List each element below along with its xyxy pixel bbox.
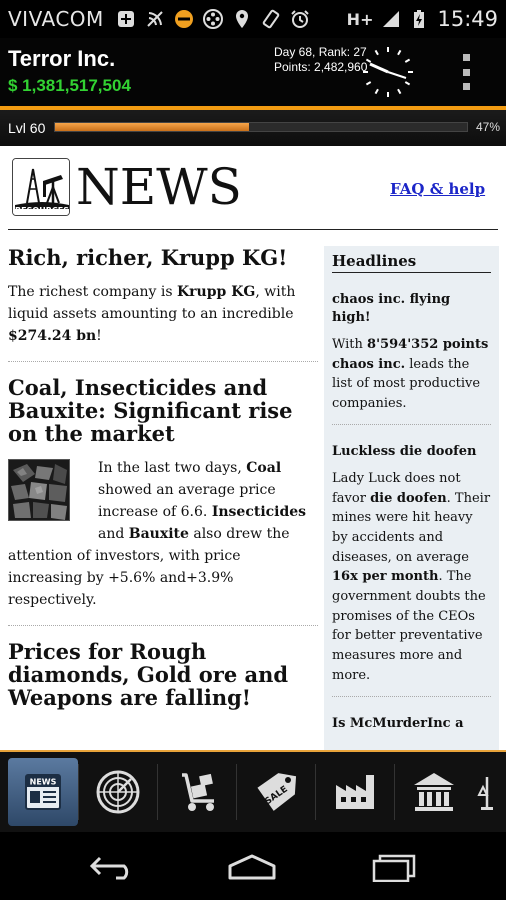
headline-item (332, 291, 491, 425)
recent-apps-icon (368, 852, 420, 882)
logo-text: RESOURCES (15, 206, 69, 215)
hand-truck-icon (172, 767, 222, 817)
news-page (0, 146, 506, 750)
sale-tag-icon (251, 767, 301, 817)
company-name: Terror Inc. (8, 46, 116, 71)
status-time: 15:49 (437, 7, 498, 31)
status-icons (116, 9, 310, 29)
headline-text: leads the list of most productive companies. (332, 356, 481, 412)
article-item (8, 640, 318, 709)
article-bold-text: Krupp KG (177, 284, 256, 300)
home-button[interactable] (222, 850, 282, 884)
article-bold-text: Coal (246, 460, 282, 476)
headline-body (332, 469, 491, 686)
factory-tab-button[interactable] (316, 756, 394, 828)
day-rank: Day 68, Rank: 27 (274, 45, 367, 59)
masthead (8, 154, 498, 230)
article-bold-text: $274.24 bn (8, 328, 97, 344)
faq-help-link[interactable]: FAQ & help (390, 180, 486, 198)
headline-bold-text: 16x per month (332, 569, 439, 585)
nfc-signal-icon (145, 9, 165, 29)
sale-tab-button[interactable] (237, 756, 315, 828)
article-text: , with liquid assets amounting to an incredible (8, 284, 296, 322)
location-pin-icon (232, 9, 252, 29)
article-item (8, 246, 318, 347)
game-header (0, 38, 506, 106)
film-reel-icon (203, 9, 223, 29)
factory-icon (330, 767, 380, 817)
level-label: Lvl 60 (8, 120, 46, 136)
back-arrow-icon (86, 852, 138, 882)
headline-title: chaos inc. flying high! (332, 292, 451, 325)
bank-icon (409, 767, 459, 817)
headline-text: . Their mines were hit heavy by accidents and diseases, on average (332, 490, 491, 565)
status-right (347, 7, 498, 31)
bank-tab-button[interactable] (395, 756, 473, 828)
company-money: $ 1,381,517,504 (8, 76, 131, 95)
radar-icon (93, 767, 143, 817)
back-button[interactable] (82, 850, 142, 884)
headline-divider (332, 424, 491, 425)
network-type: H+ (346, 9, 374, 29)
main-column (8, 246, 318, 721)
plus-notification-icon (116, 9, 136, 29)
article-item (8, 376, 318, 611)
more-tab-button[interactable] (473, 756, 493, 828)
do-not-disturb-icon (174, 9, 194, 29)
battery-charging-icon (409, 9, 429, 29)
page-title: NEWS (76, 158, 242, 216)
headline-body (332, 335, 491, 414)
article-headline: Coal, Insecticides and Bauxite: Significant rise on the market (8, 375, 293, 446)
headline-item (332, 715, 491, 733)
headline-item (332, 443, 491, 697)
screen-rotation-icon (261, 9, 281, 29)
article-body (8, 281, 318, 347)
signal-strength-icon (381, 9, 401, 29)
analog-clock-icon (360, 44, 416, 100)
sale-tag-label: SALE (263, 784, 290, 808)
level-percent: 47% (476, 120, 501, 134)
home-icon (226, 852, 278, 882)
article-text: ! (96, 328, 102, 344)
article-text: also drew the attention of investors, with price increasing by +5.6% and+3.9% respectively. (8, 526, 290, 608)
level-progress (54, 122, 468, 132)
transport-tab-button[interactable] (158, 756, 236, 828)
status-bar (0, 0, 506, 38)
coal-image (8, 459, 70, 521)
headline-bold-text: die doofen (370, 490, 447, 506)
article-headline: Rich, richer, Krupp KG! (8, 245, 288, 270)
system-nav-bar (0, 832, 506, 900)
newspaper-icon (18, 767, 68, 817)
article-bold-text: Bauxite (128, 526, 189, 542)
headline-text: Lady Luck does not favor (332, 470, 461, 506)
alarm-icon (290, 9, 310, 29)
article-bold-text: Insecticides (211, 504, 307, 520)
headline-bold-text: 8'594'352 points chaos inc. (332, 337, 489, 372)
headline-title: Luckless die doofen (332, 443, 477, 459)
news-tab-button[interactable] (8, 758, 78, 826)
article-divider (8, 625, 318, 626)
article-text: showed an average price increase of 6.6. (98, 482, 276, 520)
level-progress-fill (55, 123, 249, 131)
headline-divider (332, 696, 491, 697)
headline-text: . The government doubts the promises of the CEOs for better preventative measures more and more. (332, 569, 486, 683)
points-count: Points: 2,482,960 (274, 60, 368, 74)
headlines-sidebar (324, 246, 499, 750)
news-tab-label: NEWS (29, 777, 57, 787)
overflow-menu-icon[interactable] (458, 54, 474, 90)
bottom-toolbar (0, 750, 506, 832)
article-headline: Prices for Rough diamonds, Gold ore and Weapons are falling! (8, 639, 289, 710)
article-divider (8, 361, 318, 362)
radar-tab-button[interactable] (79, 756, 157, 828)
headline-text: With (332, 337, 368, 352)
recents-button[interactable] (364, 850, 424, 884)
carrier-name: VIVACOM (8, 7, 104, 31)
headline-title: Is McMurderInc a (332, 715, 464, 731)
article-text: In the last two days, (98, 460, 247, 476)
scale-icon (473, 767, 493, 817)
resources-logo (12, 158, 70, 216)
article-text: and (98, 526, 129, 542)
article-text: The richest company is (8, 284, 178, 300)
sidebar-title: Headlines (332, 252, 491, 273)
